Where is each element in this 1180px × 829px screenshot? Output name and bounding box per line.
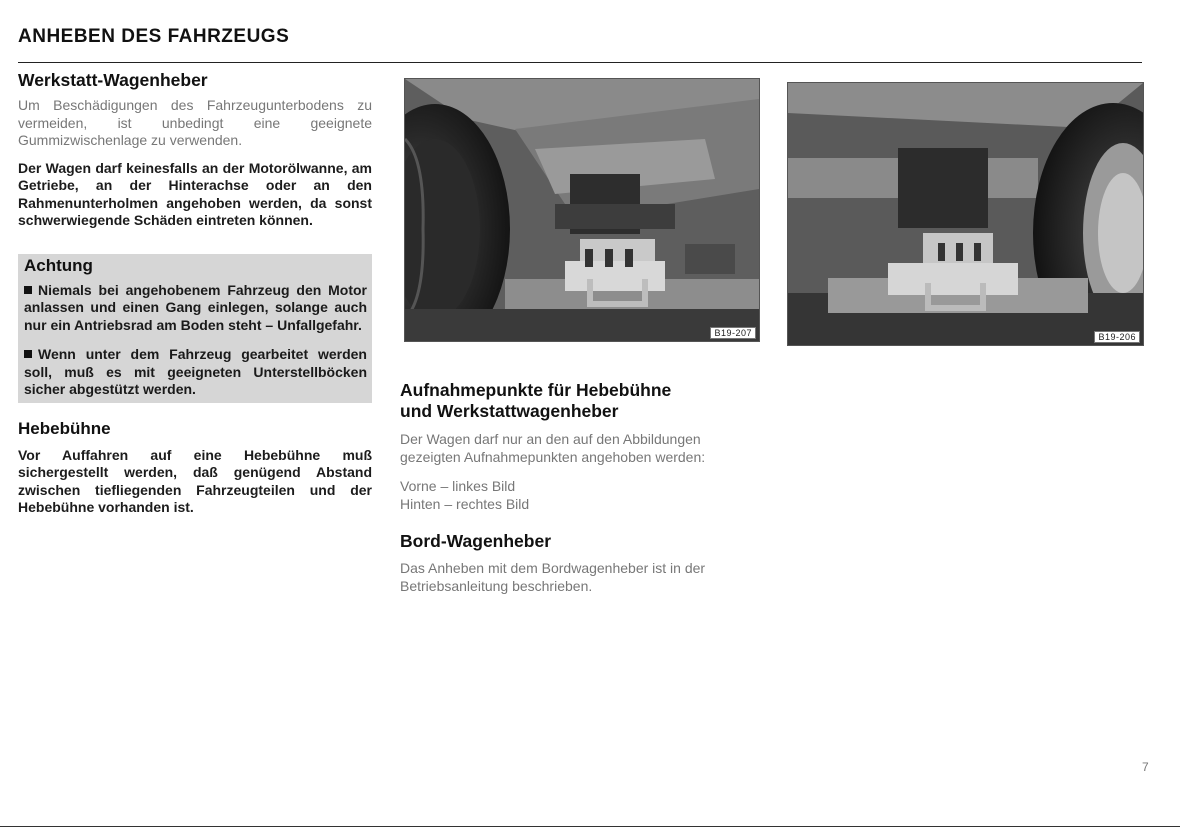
bottom-rule — [0, 826, 1180, 827]
achtung-item: Niemals bei angehobenem Fahrzeug den Motor anlassen und einen Gang einlegen, solange auch nur ein Antriebsrad am Boden steht – Unfallgefahr. — [24, 281, 367, 333]
page-number: 7 — [1142, 760, 1149, 774]
achtung-box — [18, 254, 372, 403]
photo-rear-label: B19-206 — [1094, 331, 1140, 343]
photo-front-image — [405, 79, 759, 341]
aufnahme-heading: Aufnahmepunkte für Hebebühne und Werkstattwagenheber — [400, 380, 672, 421]
achtung-title: Achtung — [24, 255, 93, 275]
photo-front-lift-point — [404, 78, 760, 342]
aufnahme-front: Vorne – linkes Bild — [400, 478, 516, 494]
achtung-item: Wenn unter dem Fahrzeug gearbeitet werden soll, muß es mit geeigneten Unterstellböcken sicher abgestützt werden. — [24, 346, 367, 397]
bord-text: Das Anheben mit dem Bordwagenheber ist in der Betriebsanleitung beschrieben. — [400, 560, 706, 594]
werkstatt-warning: Der Wagen darf keinesfalls an der Motorölwanne, am Getriebe, an der Hinterachse oder an den Rahmenunterholmen angehoben werden, da sonst schwerwiegende Schäden eintreten können. — [18, 159, 372, 228]
bullet-icon — [24, 350, 32, 358]
photo-rear-image — [788, 83, 1143, 345]
middle-column — [400, 380, 760, 595]
left-column — [18, 70, 372, 517]
aufnahme-text: Der Wagen darf nur an den auf den Abbildungen gezeigten Aufnahmepunkten angehoben werden: — [400, 431, 706, 465]
page-title: ANHEBEN DES FAHRZEUGS — [18, 26, 290, 47]
bord-heading: Bord-Wagenheber — [400, 531, 552, 551]
aufnahme-rear: Hinten – rechtes Bild — [400, 495, 530, 512]
photo-front-label: B19-207 — [710, 327, 756, 339]
werkstatt-intro: Um Beschädigungen des Fahrzeugunterbodens zu vermeiden, ist unbedingt eine geeignete Gummizwischenlage zu verwenden. — [18, 97, 372, 148]
werkstatt-heading: Werkstatt-Wagenheber — [18, 70, 208, 90]
header-rule — [18, 62, 1142, 63]
hebebuehne-heading: Hebebühne — [18, 418, 111, 438]
photo-rear-lift-point — [787, 82, 1144, 346]
bullet-icon — [24, 286, 32, 294]
hebebuehne-text: Vor Auffahren auf eine Hebebühne muß sichergestellt werden, daß genügend Abstand zwischen tiefliegenden Fahrzeugteilen und der Hebebühne vorhanden ist. — [18, 446, 372, 515]
